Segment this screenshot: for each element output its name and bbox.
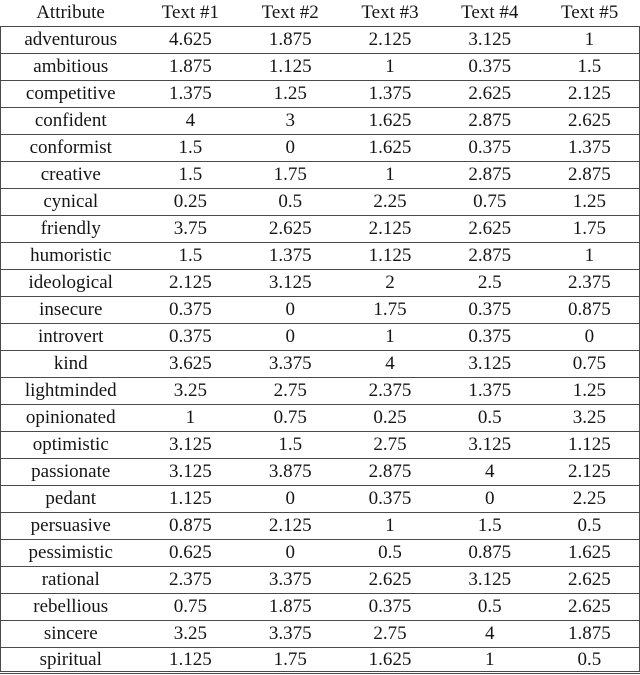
value-cell: 2.625 xyxy=(440,216,540,243)
table-row xyxy=(1,81,640,108)
header-cell-text-3: Text #3 xyxy=(340,0,440,27)
value-cell: 1.75 xyxy=(240,162,340,189)
table-row xyxy=(1,54,640,81)
value-cell: 4 xyxy=(440,621,540,648)
value-cell: 2.875 xyxy=(440,243,540,270)
attribute-cell: ambitious xyxy=(1,54,141,81)
attribute-cell: spiritual xyxy=(1,648,141,673)
value-cell: 2.125 xyxy=(240,513,340,540)
table-row xyxy=(1,567,640,594)
value-cell: 1.125 xyxy=(141,486,241,513)
value-cell: 1.25 xyxy=(540,378,640,405)
value-cell: 3.125 xyxy=(440,567,540,594)
attribute-cell: confident xyxy=(1,108,141,135)
value-cell: 3.125 xyxy=(141,432,241,459)
value-cell: 2.25 xyxy=(540,486,640,513)
table-row xyxy=(1,162,640,189)
value-cell: 1.5 xyxy=(240,432,340,459)
value-cell: 0.5 xyxy=(540,648,640,673)
value-cell: 1 xyxy=(141,405,241,432)
value-cell: 2.625 xyxy=(240,216,340,243)
value-cell: 0.25 xyxy=(340,405,440,432)
value-cell: 1.375 xyxy=(540,135,640,162)
value-cell: 2.375 xyxy=(141,567,241,594)
value-cell: 1.875 xyxy=(540,621,640,648)
value-cell: 0.5 xyxy=(240,189,340,216)
value-cell: 1.5 xyxy=(141,162,241,189)
table-row xyxy=(1,378,640,405)
value-cell: 2.5 xyxy=(440,270,540,297)
value-cell: 2.125 xyxy=(141,270,241,297)
value-cell: 3.375 xyxy=(240,621,340,648)
value-cell: 3.75 xyxy=(141,216,241,243)
value-cell: 0 xyxy=(540,324,640,351)
value-cell: 2.625 xyxy=(540,108,640,135)
header-row xyxy=(1,0,640,27)
table-row xyxy=(1,270,640,297)
value-cell: 2 xyxy=(340,270,440,297)
attribute-cell: pessimistic xyxy=(1,540,141,567)
value-cell: 0.875 xyxy=(440,540,540,567)
value-cell: 3.25 xyxy=(540,405,640,432)
value-cell: 1.375 xyxy=(440,378,540,405)
value-cell: 2.875 xyxy=(440,108,540,135)
attribute-cell: humoristic xyxy=(1,243,141,270)
header-cell-text-4: Text #4 xyxy=(440,0,540,27)
value-cell: 1.75 xyxy=(240,648,340,673)
value-cell: 2.25 xyxy=(340,189,440,216)
value-cell: 1.75 xyxy=(540,216,640,243)
attribute-cell: lightminded xyxy=(1,378,141,405)
attribute-cell: friendly xyxy=(1,216,141,243)
attribute-cell: passionate xyxy=(1,459,141,486)
table-row xyxy=(1,216,640,243)
value-cell: 0.75 xyxy=(440,189,540,216)
value-cell: 4 xyxy=(141,108,241,135)
table-row xyxy=(1,594,640,621)
value-cell: 1.625 xyxy=(340,648,440,673)
value-cell: 0.375 xyxy=(141,324,241,351)
header-cell-text-2: Text #2 xyxy=(240,0,340,27)
value-cell: 3.25 xyxy=(141,378,241,405)
header-cell-attribute: Attribute xyxy=(1,0,141,27)
value-cell: 2.875 xyxy=(440,162,540,189)
attribute-cell: opinionated xyxy=(1,405,141,432)
value-cell: 2.625 xyxy=(540,567,640,594)
value-cell: 1.5 xyxy=(540,54,640,81)
value-cell: 0 xyxy=(240,540,340,567)
value-cell: 1.875 xyxy=(141,54,241,81)
value-cell: 1.75 xyxy=(340,297,440,324)
value-cell: 0 xyxy=(440,486,540,513)
value-cell: 0.25 xyxy=(141,189,241,216)
value-cell: 2.75 xyxy=(240,378,340,405)
table-row xyxy=(1,648,640,673)
value-cell: 0.375 xyxy=(340,594,440,621)
value-cell: 0.375 xyxy=(440,324,540,351)
table-row xyxy=(1,486,640,513)
value-cell: 0 xyxy=(240,135,340,162)
header-cell-text-1: Text #1 xyxy=(141,0,241,27)
value-cell: 4 xyxy=(440,459,540,486)
attribute-cell: adventurous xyxy=(1,27,141,54)
table-row xyxy=(1,540,640,567)
value-cell: 1.875 xyxy=(240,594,340,621)
value-cell: 3.125 xyxy=(440,432,540,459)
attribute-cell: creative xyxy=(1,162,141,189)
value-cell: 0.5 xyxy=(540,513,640,540)
value-cell: 0.375 xyxy=(141,297,241,324)
value-cell: 3.875 xyxy=(240,459,340,486)
value-cell: 2.375 xyxy=(540,270,640,297)
value-cell: 1.125 xyxy=(340,243,440,270)
value-cell: 0.5 xyxy=(440,594,540,621)
table-row xyxy=(1,405,640,432)
value-cell: 1.375 xyxy=(240,243,340,270)
value-cell: 1.625 xyxy=(340,108,440,135)
value-cell: 0 xyxy=(240,297,340,324)
value-cell: 4.625 xyxy=(141,27,241,54)
value-cell: 1.625 xyxy=(340,135,440,162)
value-cell: 2.75 xyxy=(340,432,440,459)
table-row xyxy=(1,297,640,324)
attribute-cell: optimistic xyxy=(1,432,141,459)
value-cell: 3.375 xyxy=(240,351,340,378)
table-row xyxy=(1,621,640,648)
attribute-cell: pedant xyxy=(1,486,141,513)
attribute-cell: introvert xyxy=(1,324,141,351)
value-cell: 0.375 xyxy=(440,297,540,324)
value-cell: 1 xyxy=(440,648,540,673)
value-cell: 3.25 xyxy=(141,621,241,648)
value-cell: 0.5 xyxy=(340,540,440,567)
table-row xyxy=(1,135,640,162)
attribute-cell: cynical xyxy=(1,189,141,216)
table-row xyxy=(1,324,640,351)
value-cell: 1 xyxy=(340,162,440,189)
value-cell: 3.125 xyxy=(440,351,540,378)
attribute-cell: insecure xyxy=(1,297,141,324)
table-row xyxy=(1,432,640,459)
value-cell: 2.875 xyxy=(540,162,640,189)
table-row xyxy=(1,108,640,135)
value-cell: 0.375 xyxy=(340,486,440,513)
value-cell: 1.125 xyxy=(540,432,640,459)
value-cell: 1 xyxy=(540,27,640,54)
table-row xyxy=(1,189,640,216)
value-cell: 3 xyxy=(240,108,340,135)
table-row xyxy=(1,351,640,378)
attribute-cell: conformist xyxy=(1,135,141,162)
value-cell: 0.75 xyxy=(240,405,340,432)
table-body xyxy=(1,27,640,673)
value-cell: 1.375 xyxy=(141,81,241,108)
value-cell: 1.625 xyxy=(540,540,640,567)
attribute-cell: sincere xyxy=(1,621,141,648)
value-cell: 1.25 xyxy=(240,81,340,108)
attribute-cell: ideological xyxy=(1,270,141,297)
value-cell: 0.625 xyxy=(141,540,241,567)
value-cell: 2.625 xyxy=(440,81,540,108)
table-row xyxy=(1,459,640,486)
value-cell: 0.375 xyxy=(440,135,540,162)
value-cell: 2.125 xyxy=(540,81,640,108)
value-cell: 0 xyxy=(240,324,340,351)
value-cell: 1.25 xyxy=(540,189,640,216)
table-row xyxy=(1,27,640,54)
value-cell: 1 xyxy=(540,243,640,270)
value-cell: 1.375 xyxy=(340,81,440,108)
table-row xyxy=(1,513,640,540)
attribute-cell: kind xyxy=(1,351,141,378)
header-cell-text-5: Text #5 xyxy=(540,0,640,27)
value-cell: 3.125 xyxy=(141,459,241,486)
value-cell: 0.875 xyxy=(141,513,241,540)
value-cell: 0 xyxy=(240,486,340,513)
value-cell: 1.875 xyxy=(240,27,340,54)
value-cell: 2.125 xyxy=(340,27,440,54)
value-cell: 1.125 xyxy=(240,54,340,81)
value-cell: 2.375 xyxy=(340,378,440,405)
value-cell: 0.5 xyxy=(440,405,540,432)
value-cell: 2.875 xyxy=(340,459,440,486)
value-cell: 1.5 xyxy=(440,513,540,540)
table-row xyxy=(1,243,640,270)
value-cell: 1.5 xyxy=(141,135,241,162)
value-cell: 2.75 xyxy=(340,621,440,648)
value-cell: 3.375 xyxy=(240,567,340,594)
value-cell: 2.125 xyxy=(540,459,640,486)
value-cell: 1 xyxy=(340,513,440,540)
value-cell: 2.625 xyxy=(540,594,640,621)
attribute-cell: persuasive xyxy=(1,513,141,540)
attribute-cell: rebellious xyxy=(1,594,141,621)
value-cell: 3.625 xyxy=(141,351,241,378)
value-cell: 1.5 xyxy=(141,243,241,270)
value-cell: 2.125 xyxy=(340,216,440,243)
value-cell: 1 xyxy=(340,324,440,351)
attribute-cell: competitive xyxy=(1,81,141,108)
value-cell: 0.375 xyxy=(440,54,540,81)
value-cell: 0.75 xyxy=(540,351,640,378)
value-cell: 3.125 xyxy=(240,270,340,297)
value-cell: 3.125 xyxy=(440,27,540,54)
value-cell: 4 xyxy=(340,351,440,378)
value-cell: 1.125 xyxy=(141,648,241,673)
attribute-cell: rational xyxy=(1,567,141,594)
table-header xyxy=(1,0,640,27)
value-cell: 2.625 xyxy=(340,567,440,594)
value-cell: 0.75 xyxy=(141,594,241,621)
value-cell: 0.875 xyxy=(540,297,640,324)
value-cell: 1 xyxy=(340,54,440,81)
